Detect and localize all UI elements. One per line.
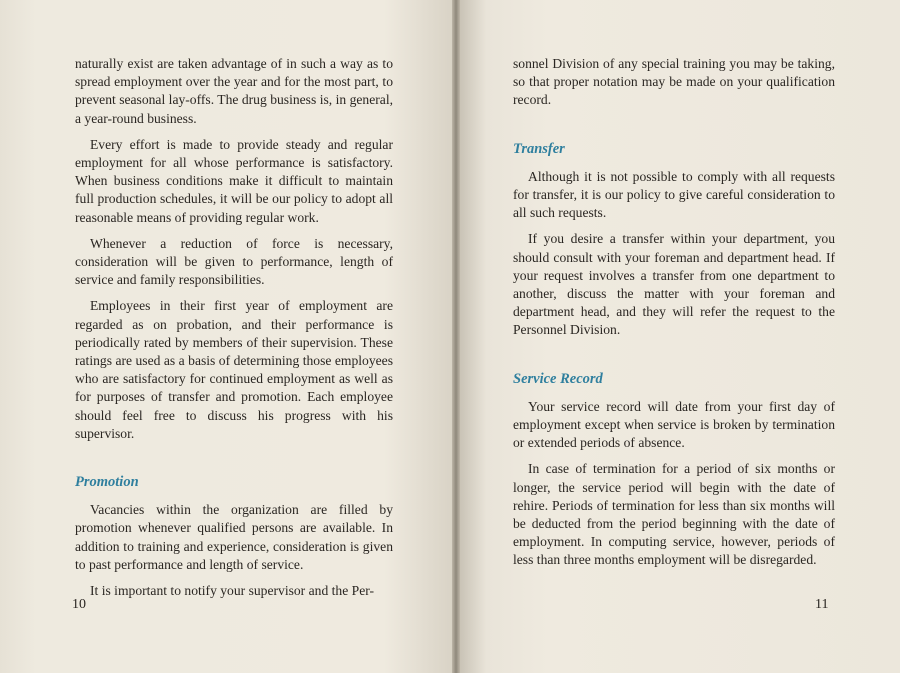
paragraph: In case of termination for a period of six months or longer, the service period will begin with the date of rehire. Periods of termination for less than six months will be deducted from the period beginning with the date of employment. In computing service, however, periods of less than three months employment will be disregarded. (513, 461, 835, 568)
paragraph: sonnel Division of any special training you may be taking, so that proper notation may be made on your qualification record. (513, 56, 835, 108)
right-text-column (513, 55, 835, 578)
paragraph: naturally exist are taken advantage of in such a way as to spread employment over the year and for the most part, to prevent seasonal lay-offs. The drug business is, in general, a year-round business. (75, 56, 393, 126)
paragraph: If you desire a transfer within your department, you should consult with your foreman and department head. If your request involves a transfer from one department to another, discuss the matter with your foreman and department head, and they will refer the request to the Personnel Division. (513, 231, 835, 338)
paragraph: Your service record will date from your first day of employment except when service is broken by termination or extended periods of absence. (513, 398, 835, 451)
paragraph: Although it is not possible to comply with all requests for transfer, it is our policy to give careful consideration to all such requests. (513, 168, 835, 221)
paragraph: It is important to notify your supervisor and the Per- (90, 583, 375, 599)
paragraph: Vacancies within the organization are filled by promotion whenever qualified persons are available. In addition to training and experience, consideration is given to past performance and length of service. (75, 502, 393, 572)
page-number-left: 10 (72, 597, 86, 612)
paragraph: Every effort is made to provide steady and regular employment for all whose performance is satisfactory. When business conditions make it difficult to maintain full production schedules, it will be our policy to adopt all reasonable means of providing regular work. (75, 136, 393, 225)
binding-gutter (452, 0, 460, 673)
paragraph: Whenever a reduction of force is necessary, consideration will be given to performance, length of service and family responsibilities. (75, 235, 393, 288)
section-heading-service-record: Service Record (513, 370, 603, 387)
paragraph: Employees in their first year of employment are regarded as on probation, and their performance is periodically rated by members of their supervision. These ratings are used as a basis of determining those employees who are satisfactory for continued employment as well as for purposes of transfer and promotion. Each employee should feel free to discuss his progress with his supervisor. (75, 298, 393, 441)
left-text-column (75, 55, 393, 608)
page-number-right: 11 (815, 597, 829, 612)
section-heading-promotion: Promotion (75, 474, 139, 491)
section-heading-transfer: Transfer (513, 140, 565, 157)
right-page (460, 0, 900, 673)
